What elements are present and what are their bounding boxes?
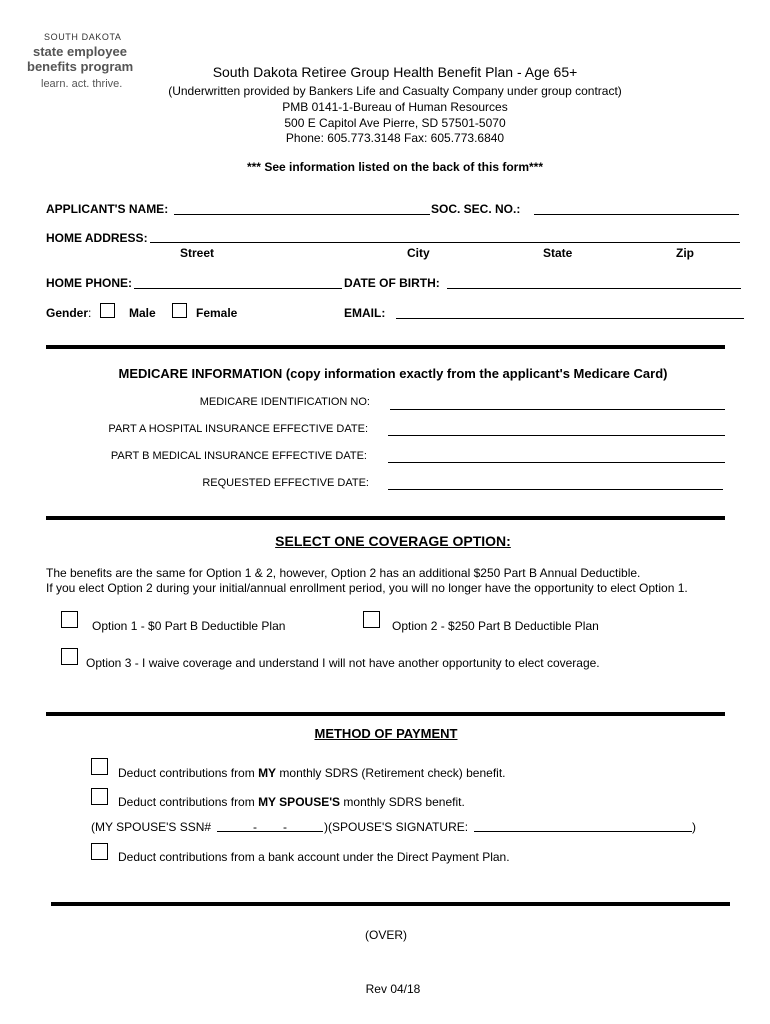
spouse-signature-close: ) (692, 820, 696, 834)
requested-date-field[interactable] (388, 489, 723, 490)
city-label: City (407, 246, 430, 260)
payment-spouse-checkbox[interactable] (91, 788, 108, 805)
option-1-checkbox[interactable] (61, 611, 78, 628)
male-label: Male (129, 306, 156, 320)
requested-date-label: REQUESTED EFFECTIVE DATE: (202, 477, 369, 489)
logo-tagline: learn. act. thrive. (41, 78, 123, 90)
payment-bank-checkbox[interactable] (91, 843, 108, 860)
section-divider (51, 902, 730, 906)
coverage-heading: SELECT ONE COVERAGE OPTION: (275, 533, 511, 549)
payment-bank-label: Deduct contributions from a bank account under the Direct Payment Plan. (118, 850, 510, 864)
part-a-date-field[interactable] (388, 435, 725, 436)
underwriter-note: (Underwritten provided by Bankers Life and Casualty Company under group contract) (168, 84, 622, 98)
female-checkbox[interactable] (172, 303, 187, 318)
home-phone-label: HOME PHONE: (46, 276, 133, 290)
dob-field[interactable] (447, 288, 741, 289)
medicare-id-field[interactable] (390, 409, 725, 410)
home-phone-field[interactable] (134, 288, 342, 289)
dob-label: DATE OF BIRTH: (344, 276, 440, 290)
part-b-date-field[interactable] (388, 462, 725, 463)
home-address-field[interactable] (150, 242, 740, 243)
option-3-label: Option 3 - I waive coverage and understand I will not have another opportunity to elect coverage. (86, 656, 600, 670)
ssn-label: SOC. SEC. NO.: (431, 202, 521, 216)
section-divider (46, 516, 725, 520)
coverage-description-1: The benefits are the same for Option 1 & 2, however, Option 2 has an additional $250 Part B Annual Deductible. (46, 566, 641, 580)
logo-line-program: benefits program (27, 59, 134, 74)
gender-label: Gender: (46, 306, 92, 320)
address-line-1: PMB 0141-1-Bureau of Human Resources (282, 100, 508, 114)
revision-date: Rev 04/18 (365, 982, 421, 996)
applicant-name-label: APPLICANT'S NAME: (46, 202, 169, 216)
option-2-checkbox[interactable] (363, 611, 380, 628)
medicare-heading: MEDICARE INFORMATION (copy information exactly from the applicant's Medicare Card) (118, 366, 668, 381)
state-label: State (543, 246, 573, 260)
form-title: South Dakota Retiree Group Health Benefit Plan - Age 65+ (212, 64, 578, 80)
zip-label: Zip (676, 246, 694, 260)
applicant-name-field[interactable] (174, 214, 430, 215)
payment-spouse-label: Deduct contributions from MY SPOUSE'S monthly SDRS benefit. (118, 795, 465, 809)
section-divider (46, 712, 725, 716)
ssn-field[interactable] (534, 214, 739, 215)
female-label: Female (196, 306, 238, 320)
male-checkbox[interactable] (100, 303, 115, 318)
email-field[interactable] (396, 318, 744, 319)
coverage-description-2: If you elect Option 2 during your initial/annual enrollment period, you will no longer have the opportunity to elect Option 1. (46, 581, 688, 595)
spouse-ssn-field[interactable] (217, 831, 323, 832)
payment-heading: METHOD OF PAYMENT (314, 726, 458, 741)
section-divider (46, 345, 725, 349)
street-label: Street (180, 246, 215, 260)
contact-phone: Phone: 605.773.3148 Fax: 605.773.6840 (285, 131, 505, 145)
spouse-signature-field[interactable] (474, 831, 692, 832)
email-label: EMAIL: (344, 306, 386, 320)
option-3-checkbox[interactable] (61, 648, 78, 665)
part-b-date-label: PART B MEDICAL INSURANCE EFFECTIVE DATE: (110, 450, 367, 462)
option-2-label: Option 2 - $250 Part B Deductible Plan (392, 619, 599, 633)
spouse-ssn-dash-2: - (283, 820, 287, 834)
medicare-id-label: MEDICARE IDENTIFICATION NO: (199, 396, 370, 408)
home-address-label: HOME ADDRESS: (46, 231, 148, 245)
spouse-ssn-label: (MY SPOUSE'S SSN# (91, 820, 212, 834)
over-note: (OVER) (365, 928, 407, 942)
spouse-ssn-dash-1: - (253, 820, 257, 834)
back-of-form-notice: *** See information listed on the back of this form*** (246, 160, 544, 174)
spouse-signature-label: )(SPOUSE'S SIGNATURE: (324, 820, 469, 834)
logo-line-employee: state employee (33, 44, 127, 59)
option-1-label: Option 1 - $0 Part B Deductible Plan (92, 619, 286, 633)
payment-sdrs-checkbox[interactable] (91, 758, 108, 775)
payment-sdrs-label: Deduct contributions from MY monthly SDRS (Retirement check) benefit. (118, 766, 506, 780)
part-a-date-label: PART A HOSPITAL INSURANCE EFFECTIVE DATE: (108, 423, 368, 435)
logo-line-state: SOUTH DAKOTA (44, 32, 122, 42)
address-line-2: 500 E Capitol Ave Pierre, SD 57501-5070 (284, 116, 506, 130)
